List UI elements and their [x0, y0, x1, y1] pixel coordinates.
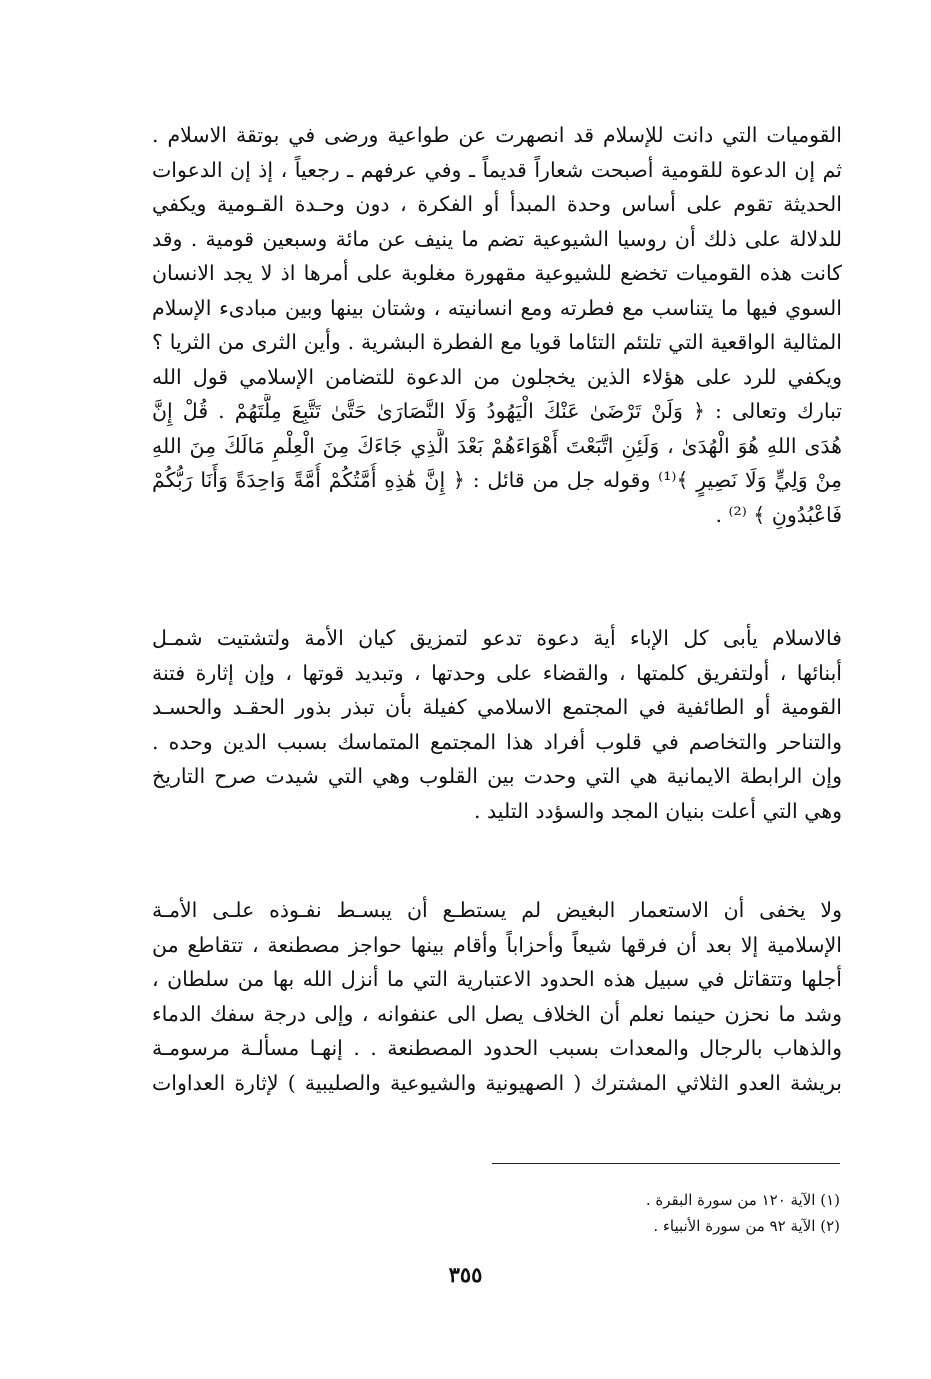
- text-line: الحديثة تقوم على أساس وحدة المبدأ أو الفكرة ، دون وحـدة القـومية ويكفي: [152, 192, 842, 216]
- text-line: وهي التي أعلت بنيان المجد والسؤدد التليد .: [474, 798, 842, 823]
- footnote-separator: [492, 1163, 840, 1164]
- quran-verse-line: مِنْ وَلِيٍّ وَلَا نَصِيرٍ ﴾⁽¹⁾ وقوله جل من قائل : ﴿ إِنَّ هَٰذِهِ أُمَّتُكُمْ أُمَّةً وَاحِدَةً وَأَنَا رَبُّكُمْ: [152, 468, 842, 492]
- text-line: كانت هذه القوميات تخضع للشيوعية مقهورة مغلوبة على أمرها اذ لا يجد الانسان: [152, 261, 842, 285]
- text-line: أجلها وتتقاتل في سبيل هذه الحدود الاعتبارية التي ما أنزل الله بها من سلطان ،: [152, 967, 842, 991]
- text-line: أبنائها ، أولتفريق كلمتها ، والقضاء على وحدتها ، وتبديد قوتها ، وإن إثارة فتنة: [152, 660, 842, 685]
- text-line: وشد ما نحزن حينما نعلم أن الخلاف يصل الى عنفوانه ، وإلى درجة سفك الدماء: [152, 1001, 842, 1026]
- text-line: الإسلامية إلا بعد أن فرقها شيعاً وأحزاباً وأقام بينها حواجز مصطنعة ، تتقاطع من: [152, 932, 842, 957]
- paragraph-2: [152, 621, 842, 828]
- text-line: بريشة العدو الثلاثي المشترك ( الصهيونية والشيوعية والصليبية ) لإثارة العداوات: [152, 1070, 842, 1095]
- text-line: ويكفي للرد على هؤلاء الذين يخجلون من الدعوة للتضامن الإسلامي قول الله: [152, 364, 842, 389]
- text-line: فالاسلام يأبى كل الإباء أية دعوة تدعو لتمزيق كيان الأمة ولتشتيت شمـل: [152, 626, 842, 650]
- text-line: المثالية الواقعية التي تلتئم التئاما قويا مع الفطرة البشرية . وأين الثرى من الثريا ؟: [152, 330, 842, 354]
- paragraph-3: [152, 893, 842, 1100]
- footnote-1: (١) الآية ١٢٠ من سورة البقرة .: [645, 1191, 840, 1209]
- text-line: القومية أو الطائفية في المجتمع الاسلامي كفيلة بأن تبذر بذور الحقـد والحسـد: [152, 695, 842, 719]
- text-line: والذهاب بالرجال والمعدات بسبب الحدود المصطنعة . . إنهـا مسألـة مرسومـة: [152, 1036, 842, 1060]
- text-line: وإن الرابطة الايمانية هي التي وحدت بين القلوب وهي التي شيدت صرح التاريخ: [152, 764, 842, 788]
- quran-verse-line: هُدَى اللهِ هُوَ الْهُدَىٰ ، وَلَئِنِ اتَّبَعْتَ أَهْوَاءَهُمْ بَعْدَ الَّذِي جَاءَكَ مِنَ الْعِلْمِ مَالَكَ مِنَ اللهِ: [152, 433, 842, 458]
- page-number: ٣٥٥: [448, 1262, 483, 1287]
- text-line: ولا يخفى أن الاستعمار البغيض لم يستطـع أن يبسـط نفـوذه علـى الأمـة: [152, 898, 842, 922]
- text-line: للدلالة على ذلك أن روسيا الشيوعية تضم ما ينيف عن مائة وسبعين قومية . وقد: [152, 226, 842, 251]
- text-line: السوي فيها ما يتناسب مع فطرته ومع انسانيته ، وشتان بينها وبين مبادىء الإسلام: [152, 295, 842, 320]
- footnote-2: (٢) الآية ٩٢ من سورة الأنبياء .: [653, 1217, 840, 1235]
- paragraph-1: [152, 118, 842, 532]
- footnotes: [400, 1187, 840, 1239]
- text-line: القوميات التي دانت للإسلام قد انصهرت عن طواعية ورضى في بوتقة الاسلام .: [152, 123, 842, 147]
- text-line: ثم إن الدعوة للقومية أصبحت شعاراً قديماً ـ وفي عرفهم ـ رجعياً ، إذ إن الدعوات: [152, 157, 842, 182]
- quran-verse-line: تبارك وتعالى : ﴿ وَلَنْ تَرْضَىٰ عَنْكَ الْيَهُودُ وَلَا النَّصَارَىٰ حَتَّىٰ تَتَّبِعَ مِلَّتَهُمْ . قُلْ إِنَّ: [152, 399, 842, 423]
- quran-verse-line: فَاعْبُدُونِ ﴾ ⁽²⁾ .: [715, 502, 842, 527]
- text-line: والتناحر والتخاصم في قلوب أفراد هذا المجتمع المتماسك بسبب الدين وحده .: [152, 729, 842, 754]
